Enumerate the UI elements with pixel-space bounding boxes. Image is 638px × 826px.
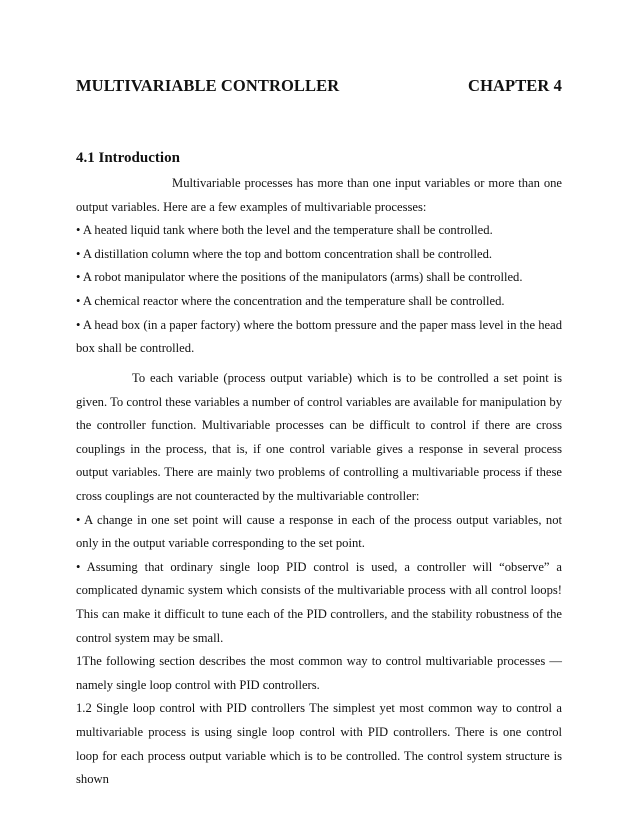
- intro-block: [76, 172, 562, 361]
- chapter-label: CHAPTER 4: [468, 76, 562, 95]
- bullet-item: • A chemical reactor where the concentration and the temperature shall be controlled.: [76, 293, 505, 308]
- bullet-item: • Assuming that ordinary single loop PID control is used, a controller will “observe” a complicated dynamic system which consists of the multivariable process with all control loops! This can make it difficult to tune each of the PID controllers, and the stability robustness of the control system may be small.: [76, 559, 562, 645]
- bullet-item: • A robot manipulator where the positions of the manipulators (arms) shall be controlled.: [76, 270, 523, 285]
- page-header: [76, 76, 562, 96]
- main-block: [76, 367, 562, 792]
- section-heading: 4.1 Introduction: [76, 150, 180, 166]
- main-paragraph: 1.2 Single loop control with PID controllers The simplest yet most common way to control a multivariable process is using single loop control with PID controllers. There is one control loop for each process output variable which is to be controlled. The control system structure is shown: [76, 701, 562, 787]
- bullet-item: • A head box (in a paper factory) where the bottom pressure and the paper mass level in the head box shall be controlled.: [76, 317, 562, 356]
- bullet-item: • A change in one set point will cause a response in each of the process output variables, not only in the output variable corresponding to the set point.: [76, 512, 562, 551]
- bullet-item: • A distillation column where the top and bottom concentration shall be controlled.: [76, 246, 493, 261]
- intro-paragraph: Multivariable processes has more than one input variables or more than one output variables. Here are a few examples of multivariable processes:: [76, 176, 562, 214]
- document-title: MULTIVARIABLE CONTROLLER: [76, 76, 340, 95]
- bullet-item: • A heated liquid tank where both the level and the temperature shall be controlled.: [76, 223, 493, 238]
- main-paragraph: 1The following section describes the most common way to control multivariable processes — namely single loop control with PID controllers.: [76, 654, 562, 692]
- main-paragraph: To each variable (process output variable) which is to be controlled a set point is given. To control these variables a number of control variables are available for manipulation by the controller function. Multivariable processes can be difficult to control if there are cross couplings in the process, that is, if one control variable gives a response in several process output variables. There are mainly two problems of controlling a multivariable process if these cross couplings are not counteracted by the multivariable controller:: [76, 371, 562, 503]
